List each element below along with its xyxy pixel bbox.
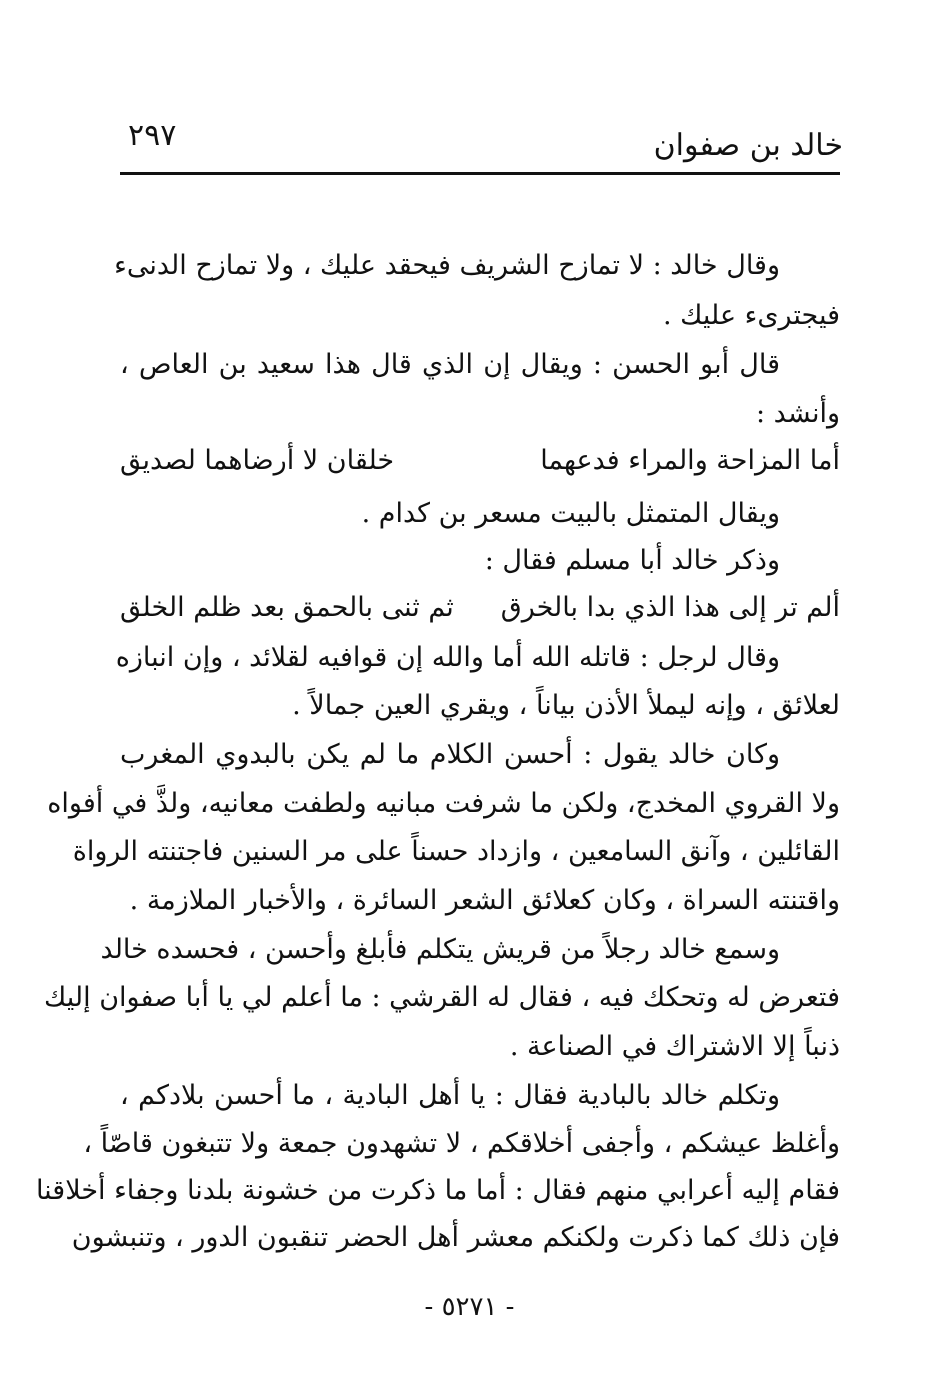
text-line: وقال خالد : لا تمازح الشريف فيحقد عليك ، ولا تمازح الدنىء bbox=[114, 250, 780, 281]
text-line: ويقال المتمثل بالبيت مسعر بن كدام . bbox=[361, 498, 780, 529]
text-line: وسمع خالد رجلاً من قريش يتكلم فأبلغ وأحسن ، فحسده خالد bbox=[100, 934, 780, 965]
text-line: ذنباً إلا الاشتراك في الصناعة . bbox=[509, 1031, 840, 1062]
running-header-title: خالد بن صفوان bbox=[653, 128, 843, 163]
text-line: وأغلظ عيشكم ، وأجفى أخلاقكم ، لا تشهدون جمعة ولا تتبغون قاصّاً ، bbox=[83, 1128, 840, 1159]
verse-second-hemistich: خلقان لا أرضاهما لصديق bbox=[120, 445, 395, 476]
text-line: فيجترىء عليك . bbox=[662, 300, 840, 331]
text-line: وكان خالد يقول : أحسن الكلام ما لم يكن بالبدوي المغرب bbox=[120, 739, 780, 770]
poetry-verse bbox=[120, 588, 840, 628]
verse-first-hemistich: أما المزاحة والمراء فدعهما bbox=[540, 445, 840, 476]
text-line: فإن ذلك كما ذكرت ولكنكم معشر أهل الحضر تنقبون الدور ، وتنبشون bbox=[71, 1222, 840, 1253]
text-line: وتكلم خالد بالبادية فقال : يا أهل البادية ، ما أحسن بلادكم ، bbox=[120, 1080, 780, 1111]
text-line: واقتنته السراة ، وكان كعلائق الشعر السائرة ، والأخبار الملازمة . bbox=[129, 885, 840, 916]
text-line: وذكر خالد أبا مسلم فقال : bbox=[484, 545, 780, 576]
text-line: ولا القروي المخدج، ولكن ما شرفت مبانيه ولطفت معانيه، ولذَّ في أفواه bbox=[47, 788, 840, 819]
verse-first-hemistich: ألم تر إلى هذا الذي بدا بالخرق bbox=[500, 592, 840, 623]
page-number: ٢٩٧ bbox=[128, 118, 177, 153]
text-line: قال أبو الحسن : ويقال إن الذي قال هذا سعيد بن العاص ، bbox=[120, 349, 780, 380]
text-line: لعلائق ، وإنه ليملأ الأذن بياناً ، ويقري العين جمالاً . bbox=[292, 690, 840, 721]
text-line: وأنشد : bbox=[756, 398, 840, 429]
text-line: وقال لرجل : قاتله الله أما والله إن قوافيه لقلائد ، وإن انبازه bbox=[115, 642, 780, 673]
text-line: فتعرض له وتحكك فيه ، فقال له القرشي : ما أعلم لي يا أبا صفوان إليك bbox=[44, 982, 840, 1013]
text-line: فقام إليه أعرابي منهم فقال : أما ما ذكرت من خشونة بلدنا وجفاء أخلاقنا bbox=[35, 1175, 840, 1206]
poetry-verse bbox=[120, 441, 840, 481]
verse-second-hemistich: ثم ثنى بالحمق بعد ظلم الخلق bbox=[120, 592, 454, 623]
text-line: القائلين ، وآنق السامعين ، وازداد حسناً على مر السنين فاجتنته الرواة bbox=[72, 836, 840, 867]
header-rule bbox=[120, 172, 840, 175]
footer-page-number: - ٥٢٧١ - bbox=[424, 1292, 515, 1322]
